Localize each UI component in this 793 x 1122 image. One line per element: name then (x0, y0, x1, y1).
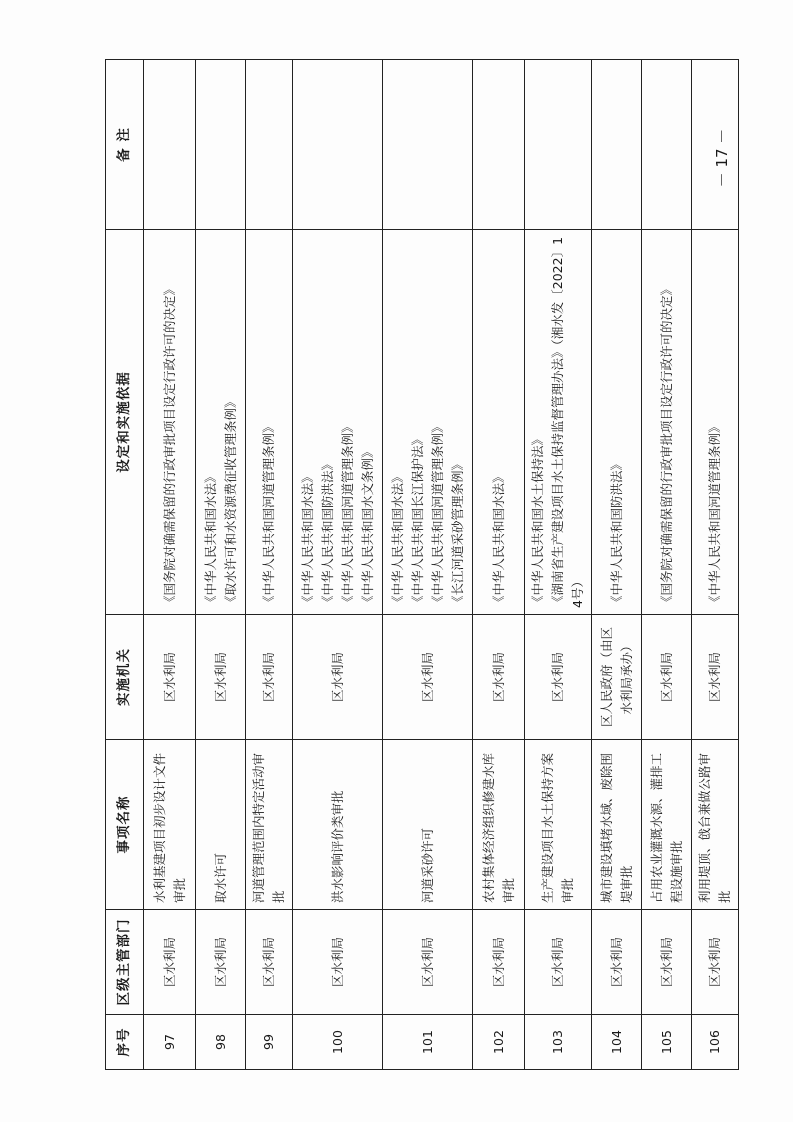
header-basis: 设定和实施依据 (106, 230, 144, 615)
cell-item-name: 生产建设项目水土保持方案审批 (525, 740, 592, 910)
basis-line: 《湖南省生产建设项目水土保持监督管理办法》（湘水发〔2022〕14号） (550, 236, 585, 608)
header-seq: 序号 (106, 1015, 144, 1070)
cell-basis (246, 230, 293, 615)
basis-line: 《中华人民共和国长江保护法》 (409, 432, 425, 608)
table-row (293, 60, 383, 1070)
cell-item-name: 水利基建项目初步设计文件审批 (144, 740, 196, 910)
cell-agency: 区水利局 (642, 615, 692, 740)
cell-dept: 区水利局 (525, 910, 592, 1015)
cell-basis (383, 230, 473, 615)
table-body (144, 60, 739, 1070)
table-row (592, 60, 642, 1070)
cell-seq: 97 (144, 1015, 196, 1070)
cell-seq: 102 (473, 1015, 525, 1070)
cell-dept: 区水利局 (383, 910, 473, 1015)
cell-dept: 区水利局 (293, 910, 383, 1015)
cell-agency: 区水利局 (246, 615, 293, 740)
table-row (196, 60, 246, 1070)
basis-line: 《中华人民共和国水法》 (389, 470, 405, 608)
cell-agency: 区水利局 (692, 615, 739, 740)
cell-seq: 101 (383, 1015, 473, 1070)
cell-seq: 106 (692, 1015, 739, 1070)
table-row (642, 60, 692, 1070)
cell-remark (383, 60, 473, 230)
cell-remark (525, 60, 592, 230)
cell-dept: 区水利局 (144, 910, 196, 1015)
cell-remark (473, 60, 525, 230)
cell-basis (144, 230, 196, 615)
basis-line: 《取水许可和水资源费征收管理条例》 (222, 395, 238, 608)
basis-line: 《中华人民共和国河道管理条例》 (429, 420, 445, 608)
cell-seq: 99 (246, 1015, 293, 1070)
header-name: 事项名称 (106, 740, 144, 910)
cell-dept: 区水利局 (692, 910, 739, 1015)
cell-seq: 103 (525, 1015, 592, 1070)
cell-basis (525, 230, 592, 615)
cell-item-name: 利用堤顶、戗台兼做公路审批 (692, 740, 739, 910)
basis-line: 《中华人民共和国水法》 (490, 470, 506, 608)
table-row (383, 60, 473, 1070)
basis-line: 《国务院对确需保留的行政审批项目设定行政许可的决定》 (161, 282, 177, 608)
basis-line: 《中华人民共和国河道管理条例》 (707, 420, 722, 608)
page-number: － 17 － (712, 128, 731, 188)
cell-dept: 区水利局 (592, 910, 642, 1015)
cell-seq: 100 (293, 1015, 383, 1070)
cell-basis (642, 230, 692, 615)
cell-item-name: 洪水影响评价类审批 (293, 740, 383, 910)
basis-line: 《中华人民共和国河道管理条例》 (261, 420, 276, 608)
basis-line: 《中华人民共和国河道管理条例》 (339, 420, 355, 608)
basis-line: 《中华人民共和国水法》 (202, 470, 218, 608)
basis-line: 《中华人民共和国水土保持法》 (530, 432, 545, 608)
cell-dept: 区水利局 (246, 910, 293, 1015)
cell-seq: 98 (196, 1015, 246, 1070)
cell-dept: 区水利局 (642, 910, 692, 1015)
cell-remark (196, 60, 246, 230)
cell-item-name: 农村集体经济组织修建水库审批 (473, 740, 525, 910)
approval-items-table (105, 59, 739, 1070)
cell-agency: 区水利局 (525, 615, 592, 740)
cell-item-name: 河道管理范围内特定活动审批 (246, 740, 293, 910)
cell-remark (246, 60, 293, 230)
basis-line: 《国务院对确需保留的行政审批项目设定行政许可的决定》 (658, 282, 674, 608)
basis-line: 《中华人民共和国防洪法》 (319, 457, 335, 608)
cell-seq: 104 (592, 1015, 642, 1070)
cell-agency: 区水利局 (196, 615, 246, 740)
header-agency: 实施机关 (106, 615, 144, 740)
cell-dept: 区水利局 (473, 910, 525, 1015)
cell-basis (692, 230, 739, 615)
cell-seq: 105 (642, 1015, 692, 1070)
cell-basis (196, 230, 246, 615)
table-header-row (106, 60, 144, 1070)
cell-agency: 区水利局 (144, 615, 196, 740)
basis-line: 《中华人民共和国水法》 (299, 470, 315, 608)
cell-dept: 区水利局 (196, 910, 246, 1015)
cell-remark (293, 60, 383, 230)
table-row (144, 60, 196, 1070)
header-dept: 区级主管部门 (106, 910, 144, 1015)
cell-item-name: 占用农业灌溉水源、灌排工程设施审批 (642, 740, 692, 910)
cell-item-name: 取水许可 (196, 740, 246, 910)
cell-remark (592, 60, 642, 230)
basis-line: 《中华人民共和国水文条例》 (359, 445, 375, 608)
cell-item-name: 河道采砂许可 (383, 740, 473, 910)
header-remark: 备 注 (106, 60, 144, 230)
cell-agency: 区水利局 (383, 615, 473, 740)
cell-agency: 区人民政府（由区水利局承办） (592, 615, 642, 740)
cell-basis (473, 230, 525, 615)
cell-item-name: 城市建设填堵水域、废除围堤审批 (592, 740, 642, 910)
cell-remark (144, 60, 196, 230)
table-row (525, 60, 592, 1070)
basis-line: 《中华人民共和国防洪法》 (608, 457, 624, 608)
table-row (473, 60, 525, 1070)
cell-basis (293, 230, 383, 615)
cell-basis (592, 230, 642, 615)
table-row (692, 60, 739, 1070)
table-row (246, 60, 293, 1070)
cell-agency: 区水利局 (293, 615, 383, 740)
basis-line: 《长江河道采砂管理条例》 (449, 457, 465, 608)
cell-agency: 区水利局 (473, 615, 525, 740)
